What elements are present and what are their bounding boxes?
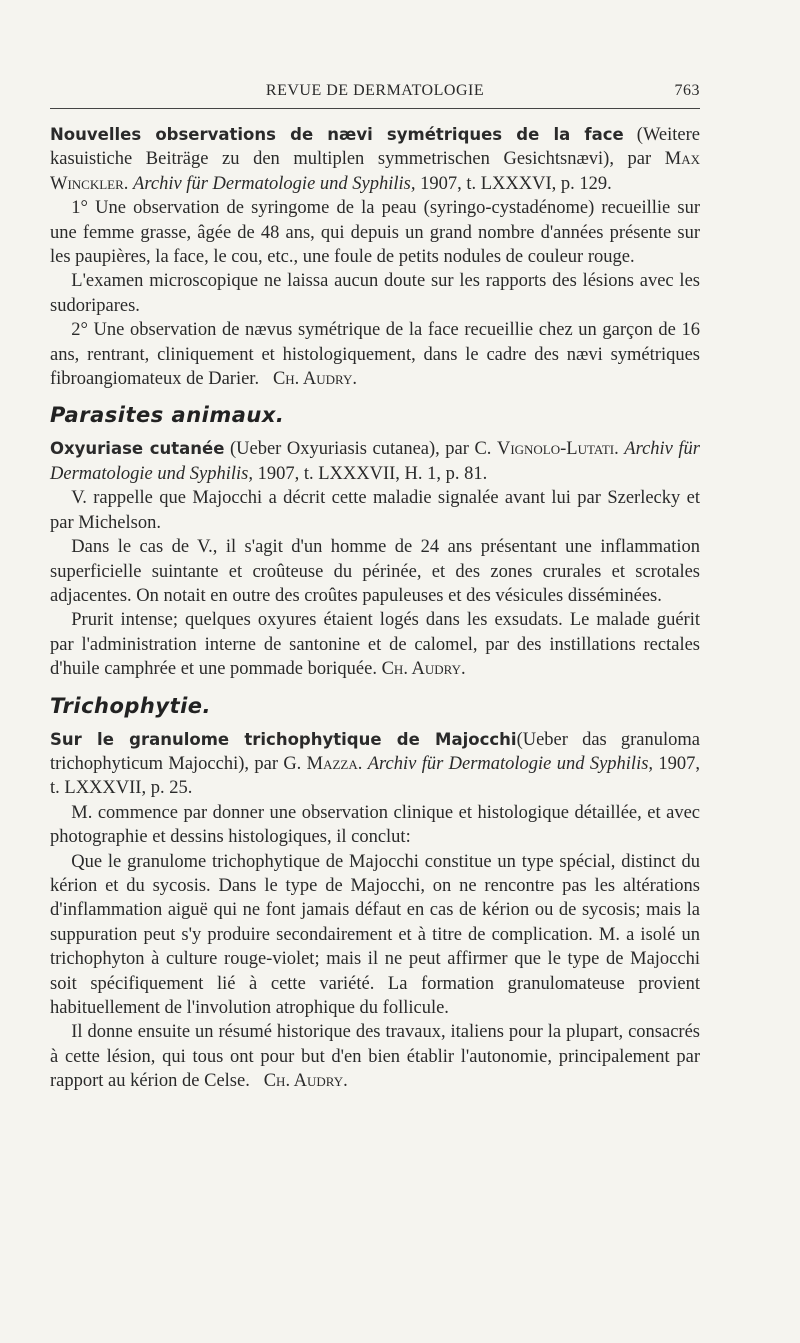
article-oxyuriase <box>50 437 700 681</box>
article-title: Nouvelles observations de nævi symétriques de la face <box>50 125 624 144</box>
article-title: Oxyuriase cutanée <box>50 439 225 459</box>
signature: Ch. Audry. <box>381 659 466 680</box>
article-author: Vignolo-Lutati <box>496 439 615 460</box>
paragraph: M. commence par donner une observation clinique et histologique détaillée, et avec photographie et dessins histologiques, il conclut: <box>50 802 700 848</box>
article-author: Mazza <box>306 753 358 774</box>
running-head <box>50 82 700 109</box>
journal-name: Archiv für Dermatologie und Syphilis, <box>367 753 654 774</box>
journal-ref: 1907, t. LXXXVI, p. 129. <box>415 173 612 194</box>
page <box>50 82 700 1094</box>
page-number: 763 <box>674 82 700 99</box>
paragraph: L'examen microscopique ne laissa aucun doute sur les rapports des lésions avec les sudoripares. <box>50 271 700 316</box>
article-title: Sur le granulome trichophytique de Majocchi <box>50 729 517 749</box>
section-heading-trichophytie: Trichophytie. <box>50 693 212 718</box>
journal-ref: 1907, t. LXXXVII, p. 25. <box>50 753 700 799</box>
paragraph: Il donne ensuite un résumé historique des travaux, italiens pour la plupart, consacrés à cette lésion, qui tous ont pour but d'en bien établir l'autonomie, principalement par rapport au kérion de Celse. Ch. Audry. <box>50 1022 700 1092</box>
journal-ref: 1907, t. LXXXVII, H. 1, p. 81. <box>252 463 488 484</box>
article-heading: Nouvelles observations de nævi symétriques de la face (Weitere kasuistiche Beiträge zu den multiplen symmetrischen Gesichtsnævi), par Max Winckler. Archiv für Dermatologie und Syphilis, 1907, t. LXXXVI, p. 129. <box>50 125 700 194</box>
signature: Ch. Audry. <box>263 1071 348 1092</box>
journal-name: Archiv für Dermatologie und Syphilis, <box>50 439 701 484</box>
signature: Ch. Audry. <box>272 369 358 390</box>
paragraph: V. rappelle que Majocchi a décrit cette maladie signalée avant lui par Szerlecky et par Michelson. <box>50 488 700 533</box>
paragraph: Prurit intense; quelques oxyures étaient logés dans les exsudats. Le malade guérit par l'administration interne de santonine et de calomel, par des instillations rectales d'huile camphrée et une pommade boriquée. Ch. Audry. <box>50 610 700 680</box>
article-granulome <box>50 728 700 1094</box>
article-author: Max Winckler <box>50 149 700 194</box>
running-title: REVUE DE DERMATOLOGIE <box>265 82 485 99</box>
journal-name: Archiv für Dermatologie und Syphilis, <box>133 173 416 194</box>
article-heading: Oxyuriase cutanée (Ueber Oxyuriasis cutanea), par C. Vignolo-Lutati. Archiv für Dermatologie und Syphilis, 1907, t. LXXXVII, H. 1, p. 81. <box>50 439 701 484</box>
paragraph: 2° Une observation de nævus symétrique de la face recueillie chez un garçon de 16 ans, rentrant, cliniquement et histologiquement, dans le cadre des nævi symétriques fibroangiomateux de Darier. Ch. Audry. <box>50 320 700 390</box>
article-naevi <box>50 123 700 391</box>
article-heading: Sur le granulome trichophytique de Majocchi(Ueber das granuloma trichophyticum Majocchi), par G. Mazza. Archiv für Dermatologie und Syphilis, 1907, t. LXXXVII, p. 25. <box>50 729 700 799</box>
paragraph: Que le granulome trichophytique de Majocchi constitue un type spécial, distinct du kérion et du sycosis. Dans le type de Majocchi, on ne rencontre pas les altérations d'inflammation aiguë qui ne font jamais défaut en cas de kérion ou de sycosis; mais la suppuration peut s'y produire secondairement et à titre de complication. M. a isolé un trichophyton à culture rouge-violet; mais il ne peut affirmer que le type de Majocchi soit spécifiquement lié à cette variété. La formation granulomateuse provient habituellement de l'involution atrophique du follicule. <box>50 851 700 1018</box>
paragraph: 1° Une observation de syringome de la peau (syringo-cystadénome) recueillie sur une femme grasse, âgée de 48 ans, qui depuis un grand nombre d'années présente sur les paupières, la face, le cou, etc., une foule de petits nodules de couleur rouge. <box>50 198 700 268</box>
section-heading-parasites: Parasites animaux. <box>50 403 285 428</box>
paragraph: Dans le cas de V., il s'agit d'un homme de 24 ans présentant une inflammation superficielle suintante et croûteuse du périnée, et des zones crurales et scrotales adjacentes. On notait en outre des croûtes papuleuses et des vésicules disséminées. <box>50 537 700 606</box>
